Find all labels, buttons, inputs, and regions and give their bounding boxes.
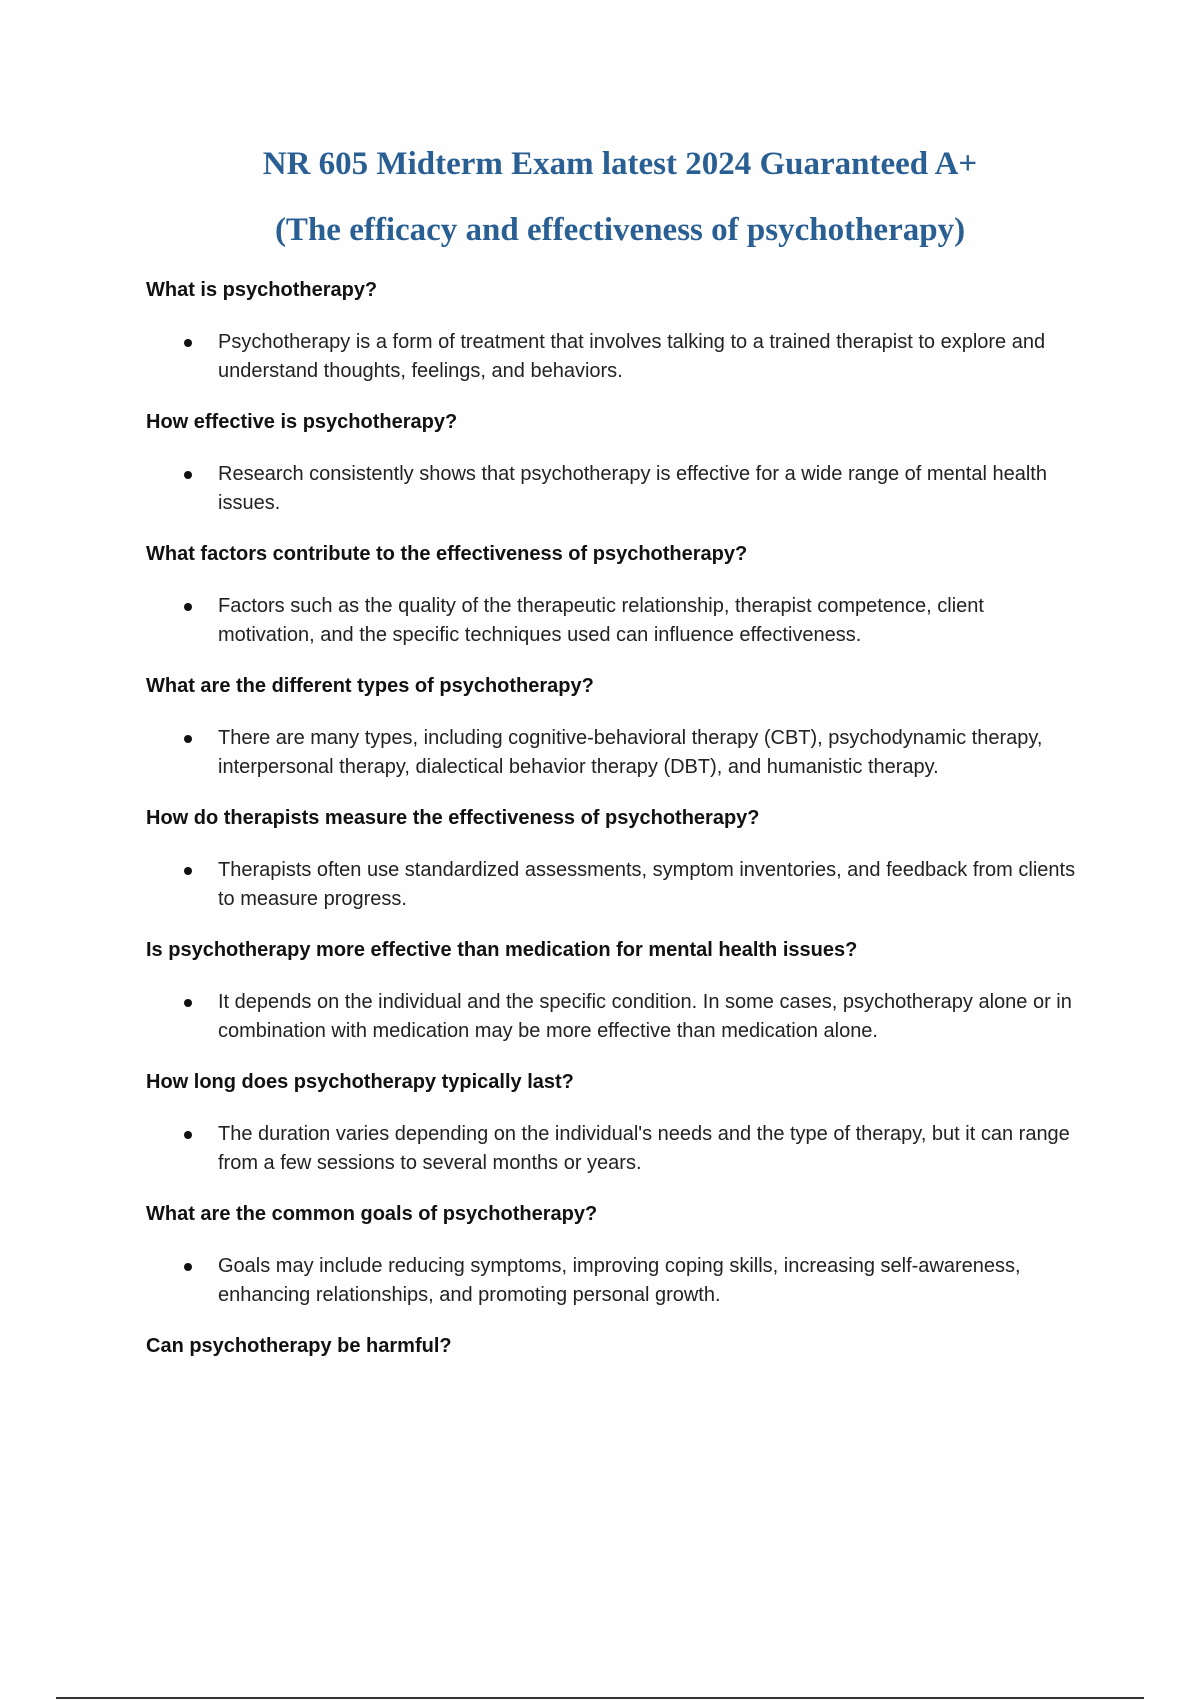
question-heading: Is psychotherapy more effective than medication for mental health issues? [146, 939, 858, 961]
answer-item [146, 328, 1076, 386]
answer-item [146, 856, 1076, 914]
answer-text: Goals may include reducing symptoms, improving coping skills, increasing self-awareness, enhancing relationships, and promoting personal growth. [218, 1255, 1021, 1306]
answer-item [146, 1252, 1076, 1310]
qa-item [146, 1068, 1076, 1178]
qa-item [146, 936, 1076, 1046]
answer-text: It depends on the individual and the specific condition. In some cases, psychotherapy alone or in combination with medication may be more effective than medication alone. [218, 991, 1072, 1042]
page-bottom-divider [56, 1697, 1144, 1699]
qa-item [146, 804, 1076, 914]
answer-text: The duration varies depending on the individual's needs and the type of therapy, but it can range from a few sessions to several months or years. [218, 1123, 1070, 1174]
answer-list [146, 988, 1076, 1046]
answer-list [146, 1252, 1076, 1310]
qa-item [146, 1200, 1076, 1310]
answer-text: Research consistently shows that psychotherapy is effective for a wide range of mental health issues. [218, 463, 1047, 514]
question-heading: How do therapists measure the effectiveness of psychotherapy? [146, 807, 760, 829]
bullet-icon [184, 735, 192, 743]
bullet-icon [184, 1263, 192, 1271]
document-subtitle: (The efficacy and effectiveness of psychotherapy) [274, 212, 966, 248]
qa-item [146, 672, 1076, 782]
answer-item [146, 988, 1076, 1046]
qa-list [146, 276, 1076, 1360]
question-heading: How effective is psychotherapy? [146, 411, 458, 433]
bullet-icon [184, 867, 192, 875]
answer-item [146, 592, 1076, 650]
answer-list [146, 856, 1076, 914]
bullet-icon [184, 1131, 192, 1139]
answer-list [146, 460, 1076, 518]
bullet-icon [184, 999, 192, 1007]
qa-item [146, 1332, 1076, 1360]
bullet-icon [184, 603, 192, 611]
answer-text: Factors such as the quality of the therapeutic relationship, therapist competence, client motivation, and the specific techniques used can influence effectiveness. [218, 595, 984, 646]
answer-list [146, 592, 1076, 650]
qa-item [146, 540, 1076, 650]
question-heading: How long does psychotherapy typically last? [146, 1071, 574, 1093]
answer-item [146, 724, 1076, 782]
answer-list [146, 1120, 1076, 1178]
qa-item [146, 408, 1076, 518]
answer-item [146, 460, 1076, 518]
answer-text: Therapists often use standardized assessments, symptom inventories, and feedback from clients to measure progress. [218, 859, 1076, 910]
answer-list [146, 328, 1076, 386]
bullet-icon [184, 339, 192, 347]
question-heading: What are the common goals of psychotherapy? [146, 1203, 598, 1225]
answer-item [146, 1120, 1076, 1178]
document-title: NR 605 Midterm Exam latest 2024 Guaranteed A+ [262, 146, 978, 182]
answer-list [146, 724, 1076, 782]
bullet-icon [184, 471, 192, 479]
question-heading: What is psychotherapy? [146, 279, 378, 301]
question-heading: What are the different types of psychotherapy? [146, 675, 594, 697]
question-heading: Can psychotherapy be harmful? [146, 1335, 452, 1357]
question-heading: What factors contribute to the effectiveness of psychotherapy? [146, 543, 748, 565]
answer-text: Psychotherapy is a form of treatment that involves talking to a trained therapist to explore and understand thoughts, feelings, and behaviors. [218, 331, 1046, 382]
qa-item [146, 276, 1076, 386]
answer-text: There are many types, including cognitive-behavioral therapy (CBT), psychodynamic therapy, interpersonal therapy, dialectical behavior therapy (DBT), and humanistic therapy. [218, 727, 1043, 778]
